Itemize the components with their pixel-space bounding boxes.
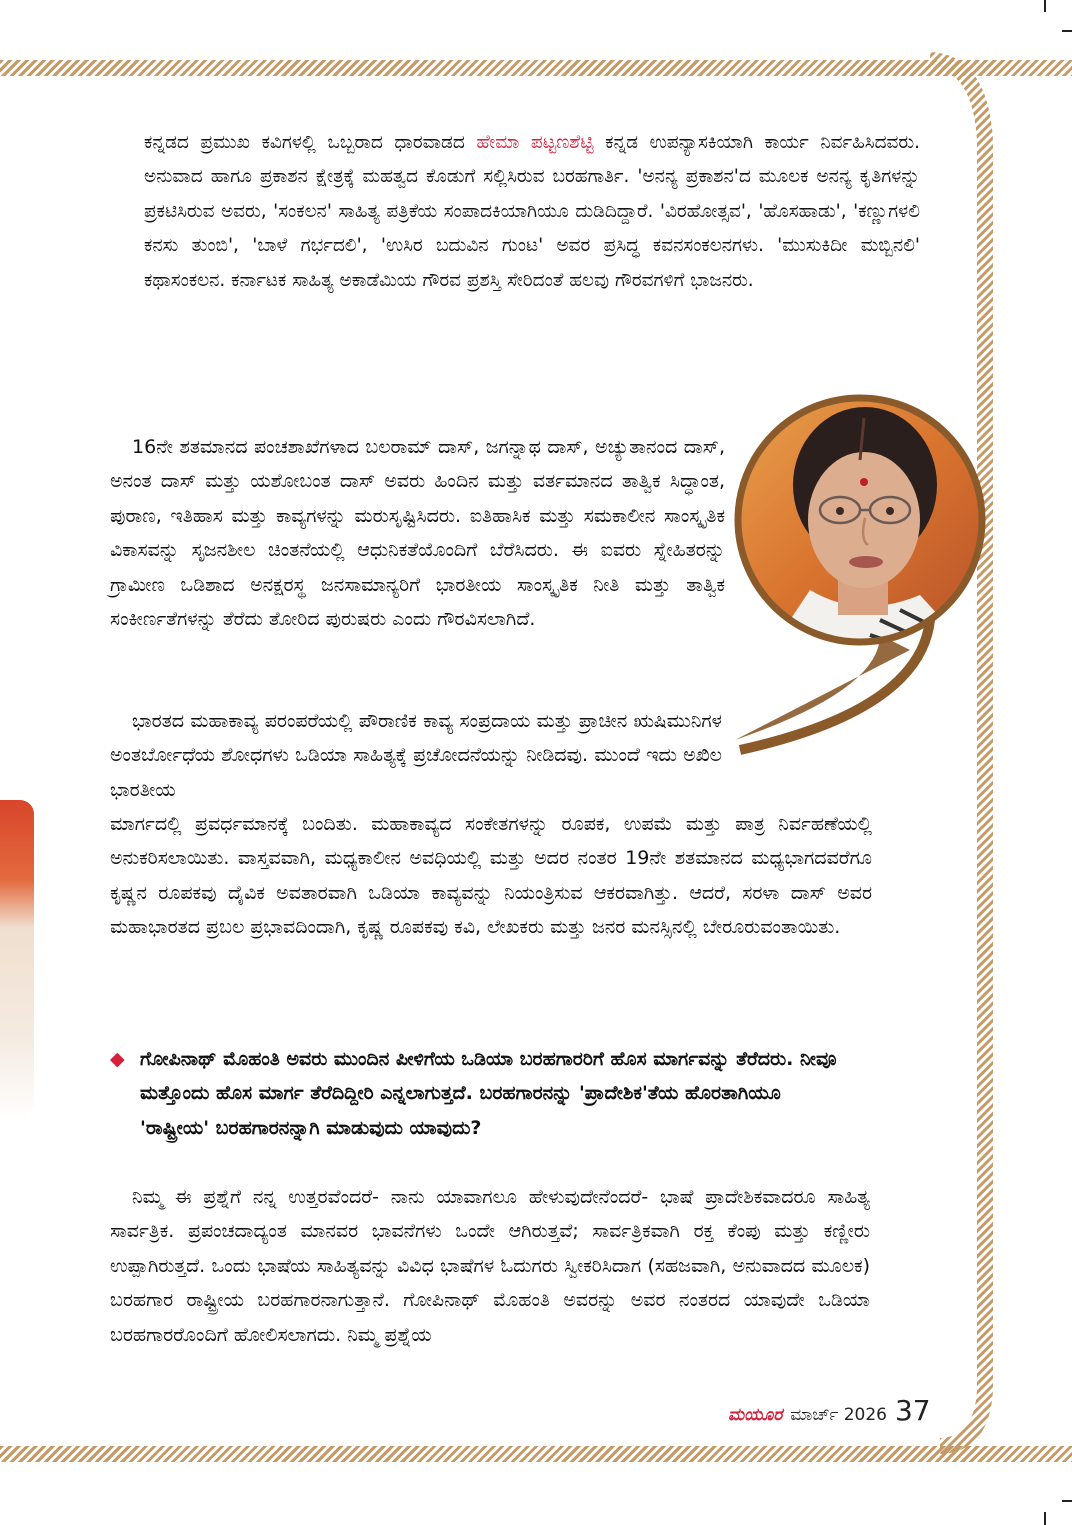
page-footer <box>728 1394 968 1434</box>
interview-answer: ನಿಮ್ಮ ಈ ಪ್ರಶ್ನೆಗೆ ನನ್ನ ಉತ್ತರವೆಂದರೆ- ನಾನು ಯಾವಾಗಲೂ ಹೇಳುವುದೇನೆಂದರೆ- ಭಾಷೆ ಪ್ರಾದೇಶಿಕವಾದರೂ ಸಾಹಿತ್ಯ ಸಾರ್ವತ್ರಿಕ. ಪ್ರಪಂಚದಾದ್ಯಂತ ಮಾನವರ ಭಾವನೆಗಳು ಒಂದೇ ಆಗಿರುತ್ತವೆ; ಸಾರ್ವತ್ರಿಕವಾಗಿ ರಕ್ತ ಕೆಂಪು ಮತ್ತು ಕಣ್ಣೀರು ಉಪ್ಪಾಗಿರುತ್ತದೆ. ಒಂದು ಭಾಷೆಯ ಸಾಹಿತ್ಯವನ್ನು ವಿವಿಧ ಭಾಷೆಗಳ ಓದುಗರು ಸ್ವೀಕರಿಸಿದಾಗ (ಸಹಜವಾಗಿ, ಅನುವಾದದ ಮೂಲಕ) ಬರಹಗಾರ ರಾಷ್ಟ್ರೀಯ ಬರಹಗಾರನಾಗುತ್ತಾನೆ. ಗೋಪಿನಾಥ್ ಮೊಹಂತಿ ಅವರನ್ನು ಅವರ ನಂತರದ ಯಾವುದೇ ಒಡಿಯಾ ಬರಹಗಾರರೊಂದಿಗೆ ಹೋಲಿಸಲಾಗದು. ನಿಮ್ಮ ಪ್ರಶ್ನೆಯ <box>110 1186 870 1346</box>
paragraph-panchasakha: 16ನೇ ಶತಮಾನದ ಪಂಚಶಾಖೆಗಳಾದ ಬಲರಾಮ್ ದಾಸ್, ಜಗನ್ನಾಥ ದಾಸ್, ಅಚ್ಯುತಾನಂದ ದಾಸ್, ಅನಂತ ದಾಸ್ ಮತ್ತು ಯಶೋಬಂತ ದಾಸ್ ಅವರು ಹಿಂದಿನ ಮತ್ತು ವರ್ತಮಾನದ ತಾತ್ವಿಕ ಸಿದ್ಧಾಂತ, ಪುರಾಣ, ಇತಿಹಾಸ ಮತ್ತು ಕಾವ್ಯಗಳನ್ನು ಮರುಸೃಷ್ಟಿಸಿದರು. ಐತಿಹಾಸಿಕ ಮತ್ತು ಸಮಕಾಲೀನ ಸಾಂಸ್ಕೃತಿಕ ವಿಕಾಸವನ್ನು ಸೃಜನಶೀಲ ಚಿಂತನೆಯಲ್ಲಿ ಆಧುನಿಕತೆಯೊಂದಿಗೆ ಬೆರೆಸಿದರು. ಈ ಐವರು ಸ್ನೇಹಿತರನ್ನು ಗ್ರಾಮೀಣ ಒಡಿಶಾದ ಅನಕ್ಷರಸ್ಥ ಜನಸಾಮಾನ್ಯರಿಗೆ ಭಾರತೀಯ ಸಾಂಸ್ಕೃತಿಕ ನೀತಿ ಮತ್ತು ತಾತ್ವಿಕ ಸಂಕೀರ್ಣತೆಗಳನ್ನು ತೆರೆದು ತೋರಿದ ಪುರುಷರು ಎಂದು ಗೌರವಿಸಲಾಗಿದೆ. <box>110 436 725 631</box>
magazine-name: ಮಯೂರ <box>728 1405 783 1425</box>
crop-mark-right-bottom <box>1062 1500 1072 1502</box>
author-name: ಹೇಮಾ ಪಟ್ಟಣಶೆಟ್ಟಿ <box>476 132 594 153</box>
author-bio: ಕನ್ನಡದ ಪ್ರಮುಖ ಕವಿಗಳಲ್ಲಿ ಒಬ್ಬರಾದ ಧಾರವಾಡದ ಹೇಮಾ ಪಟ್ಟಣಶೆಟ್ಟಿ ಕನ್ನಡ ಉಪನ್ಯಾಸಕಿಯಾಗಿ ಕಾರ್ಯ ನಿರ್ವಹಿಸಿದವರು. ಅನುವಾದ ಹಾಗೂ ಪ್ರಕಾಶನ ಕ್ಷೇತ್ರಕ್ಕೆ ಮಹತ್ವದ ಕೊಡುಗೆ ಸಲ್ಲಿಸಿರುವ ಬರಹಗಾರ್ತಿ. 'ಅನನ್ಯ ಪ್ರಕಾಶನ'ದ ಮೂಲಕ ಅನನ್ಯ ಕೃತಿಗಳನ್ನು ಪ್ರಕಟಿಸಿರುವ ಅವರು, 'ಸಂಕಲನ' ಸಾಹಿತ್ಯ ಪತ್ರಿಕೆಯ ಸಂಪಾದಕಿಯಾಗಿಯೂ ದುಡಿದಿದ್ದಾರೆ. 'ವಿರಹೋತ್ಸವ', 'ಹೊಸಹಾಡು', 'ಕಣ್ಣುಗಳಲಿ ಕನಸು ತುಂಬಿ', 'ಬಾಳೆ ಗರ್ಭದಲಿ', 'ಉಸಿರ ಬದುವಿನ ಗುಂಟ' ಅವರ ಪ್ರಸಿದ್ಧ ಕವನಸಂಕಲನಗಳು. 'ಮುಸುಕಿದೀ ಮಬ್ಬಿನಲಿ' ಕಥಾಸಂಕಲನ. ಕರ್ನಾಟಕ ಸಾಹಿತ್ಯ ಅಕಾಡೆಮಿಯ ಗೌರವ ಪ್ರಶಸ್ತಿ ಸೇರಿದಂತೆ ಹಲವು ಗೌರವಗಳಿಗೆ ಭಾಜನರು. <box>144 132 920 291</box>
question-text: ಗೋಪಿನಾಥ್ ಮೊಹಂತಿ ಅವರು ಮುಂದಿನ ಪೀಳಿಗೆಯ ಒಡಿಯಾ ಬರಹಗಾರರಿಗೆ ಹೊಸ ಮಾರ್ಗವನ್ನು ತೆರೆದರು. ನೀವೂ ಮತ್ತೊಂದು ಹೊಸ ಮಾರ್ಗ ತೆರೆದಿದ್ದೀರಿ ಎನ್ನಲಾಗುತ್ತದೆ. ಬರಹಗಾರನನ್ನು 'ಪ್ರಾದೇಶಿಕ'ತೆಯ ಹೊರತಾಗಿಯೂ 'ರಾಷ್ಟ್ರೀಯ' ಬರಹಗಾರನನ್ನಾಗಿ ಮಾಡುವುದು ಯಾವುದು? <box>140 1048 837 1139</box>
interview-question <box>110 1042 850 1145</box>
crop-mark-top <box>1044 0 1046 12</box>
bottom-hatched-border <box>0 1446 1072 1462</box>
diamond-bullet-icon: ◆ <box>110 1048 125 1070</box>
paragraph-epic-tradition-start: ಭಾರತದ ಮಹಾಕಾವ್ಯ ಪರಂಪರೆಯಲ್ಲಿ ಪೌರಾಣಿಕ ಕಾವ್ಯ ಸಂಪ್ರದಾಯ ಮತ್ತು ಪ್ರಾಚೀನ ಋಷಿಮುನಿಗಳ ಅಂತರ್ಬೋಧೆಯ ಶೋಧಗಳು ಒಡಿಯಾ ಸಾಹಿತ್ಯಕ್ಕೆ ಪ್ರಚೋದನೆಯನ್ನು ನೀಡಿದವು. ಮುಂದೆ ಇದು ಅಖಿಲ ಭಾರತೀಯ <box>110 710 722 801</box>
facing-page-photo-edge <box>0 800 34 1120</box>
top-hatched-border <box>0 60 1072 76</box>
issue-date: ಮಾರ್ಚ್ 2026 <box>790 1405 887 1425</box>
paragraph-epic-tradition-cont: ಮಾರ್ಗದಲ್ಲಿ ಪ್ರವರ್ಧಮಾನಕ್ಕೆ ಬಂದಿತು. ಮಹಾಕಾವ್ಯದ ಸಂಕೇತಗಳನ್ನು ರೂಪಕ, ಉಪಮೆ ಮತ್ತು ಪಾತ್ರ ನಿರ್ವಹಣೆಯಲ್ಲಿ ಅನುಕರಿಸಲಾಯಿತು. ವಾಸ್ತವವಾಗಿ, ಮಧ್ಯಕಾಲೀನ ಅವಧಿಯಲ್ಲಿ ಮತ್ತು ಅದರ ನಂತರ 19ನೇ ಶತಮಾನದ ಮಧ್ಯಭಾಗದವರೆಗೂ ಕೃಷ್ಣನ ರೂಪಕವು ದೈವಿಕ ಅವತಾರವಾಗಿ ಒಡಿಯಾ ಕಾವ್ಯವನ್ನು ನಿಯಂತ್ರಿಸುವ ಆಕರವಾಗಿತ್ತು. ಆದರೆ, ಸರಳಾ ದಾಸ್ ಅವರ ಮಹಾಭಾರತದ ಪ್ರಬಲ ಪ್ರಭಾವದಿಂದಾಗಿ, ಕೃಷ್ಣ ರೂಪಕವು ಕವಿ, ಲೇಖಕರು ಮತ್ತು ಜನರ ಮನಸ್ಸಿನಲ್ಲಿ ಬೇರೂರುವಂತಾಯಿತು. <box>110 813 872 939</box>
author-portrait <box>730 390 990 720</box>
crop-mark-right-top <box>1062 30 1072 32</box>
crop-mark-bottom <box>1044 1512 1046 1525</box>
page-number: 37 <box>894 1394 931 1427</box>
